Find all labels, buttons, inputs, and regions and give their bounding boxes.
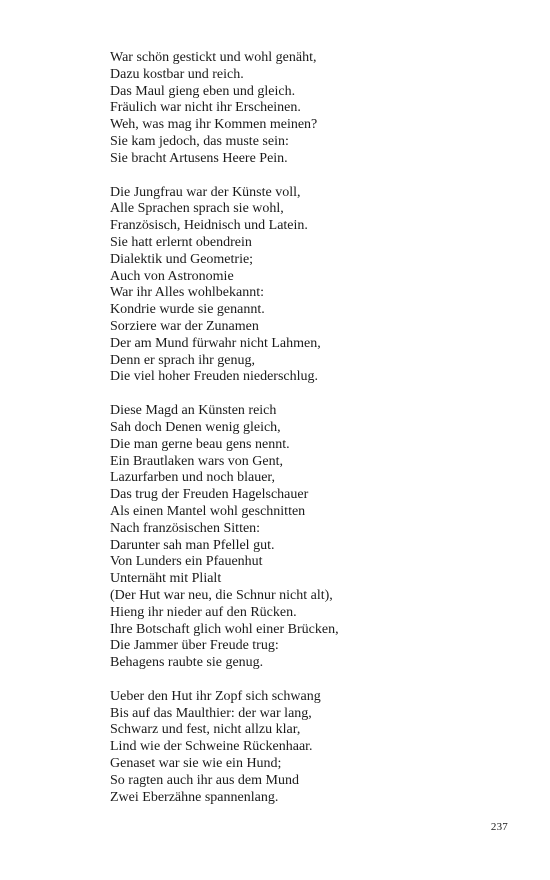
poem-text	[110, 50, 510, 823]
verse-line: Auch von Astronomie	[110, 268, 234, 284]
verse-line: Denn er sprach ihr genug,	[110, 352, 256, 368]
stanza	[110, 185, 510, 387]
verse-line: Ein Brautlaken wars von Gent,	[110, 453, 284, 469]
verse-line: Fräulich war nicht ihr Erscheinen.	[110, 100, 301, 116]
verse-line: Sah doch Denen wenig gleich,	[110, 419, 281, 435]
verse-line: Lazurfarben und noch blauer,	[110, 470, 276, 486]
verse-line: Genaset war sie wie ein Hund;	[110, 756, 282, 772]
verse-line: Darunter sah man Pfellel gut.	[110, 537, 275, 553]
verse-line: Unternäht mit Plialt	[110, 571, 222, 587]
verse-line: Sie bracht Artusens Heere Pein.	[110, 150, 288, 166]
verse-line: Weh, was mag ihr Kommen meinen?	[110, 117, 318, 133]
verse-line: Behagens raubte sie genug.	[110, 655, 264, 671]
verse-line: Als einen Mantel wohl geschnitten	[110, 503, 306, 519]
verse-line: Sie kam jedoch, das muste sein:	[110, 133, 289, 149]
verse-line: Die Jungfrau war der Künste voll,	[110, 184, 301, 200]
verse-line: War ihr Alles wohlbekannt:	[110, 285, 265, 301]
verse-line: Das trug der Freuden Hagelschauer	[110, 487, 309, 503]
verse-line: Die viel hoher Freuden niederschlug.	[110, 369, 318, 385]
verse-line: Dazu kostbar und reich.	[110, 66, 244, 82]
verse-line: Ueber den Hut ihr Zopf sich schwang	[110, 688, 321, 704]
verse-line: Schwarz und fest, nicht allzu klar,	[110, 722, 301, 738]
verse-line: Bis auf das Maulthier: der war lang,	[110, 705, 312, 721]
verse-line: (Der Hut war neu, die Schnur nicht alt),	[110, 587, 333, 603]
verse-line: Diese Magd an Künsten reich	[110, 403, 277, 419]
stanza	[110, 403, 510, 672]
verse-line: Sie hatt erlernt obendrein	[110, 234, 252, 250]
verse-line: Die Jammer über Freude trug:	[110, 638, 279, 654]
page-number: 237	[490, 821, 508, 833]
verse-line: War schön gestickt und wohl genäht,	[110, 50, 317, 65]
verse-line: Zwei Eberzähne spannenlang.	[110, 789, 279, 805]
verse-line: Das Maul gieng eben und gleich.	[110, 83, 296, 99]
verse-line: Lind wie der Schweine Rückenhaar.	[110, 739, 313, 755]
verse-line: Nach französischen Sitten:	[110, 520, 261, 536]
verse-line: Hieng ihr nieder auf den Rücken.	[110, 604, 297, 620]
verse-line: Die man gerne beau gens nennt.	[110, 436, 290, 452]
verse-line: Ihre Botschaft glich wohl einer Brücken,	[110, 621, 339, 637]
verse-line: Französisch, Heidnisch und Latein.	[110, 218, 308, 234]
stanza	[110, 50, 510, 168]
verse-line: So ragten auch ihr aus dem Mund	[110, 772, 299, 788]
verse-line: Kondrie wurde sie genannt.	[110, 302, 265, 318]
verse-line: Dialektik und Geometrie;	[110, 251, 254, 267]
stanza	[110, 689, 510, 807]
verse-line: Sorziere war der Zunamen	[110, 318, 259, 334]
verse-line: Von Lunders ein Pfauenhut	[110, 554, 263, 570]
verse-line: Der am Mund fürwahr nicht Lahmen,	[110, 335, 321, 351]
verse-line: Alle Sprachen sprach sie wohl,	[110, 201, 284, 217]
